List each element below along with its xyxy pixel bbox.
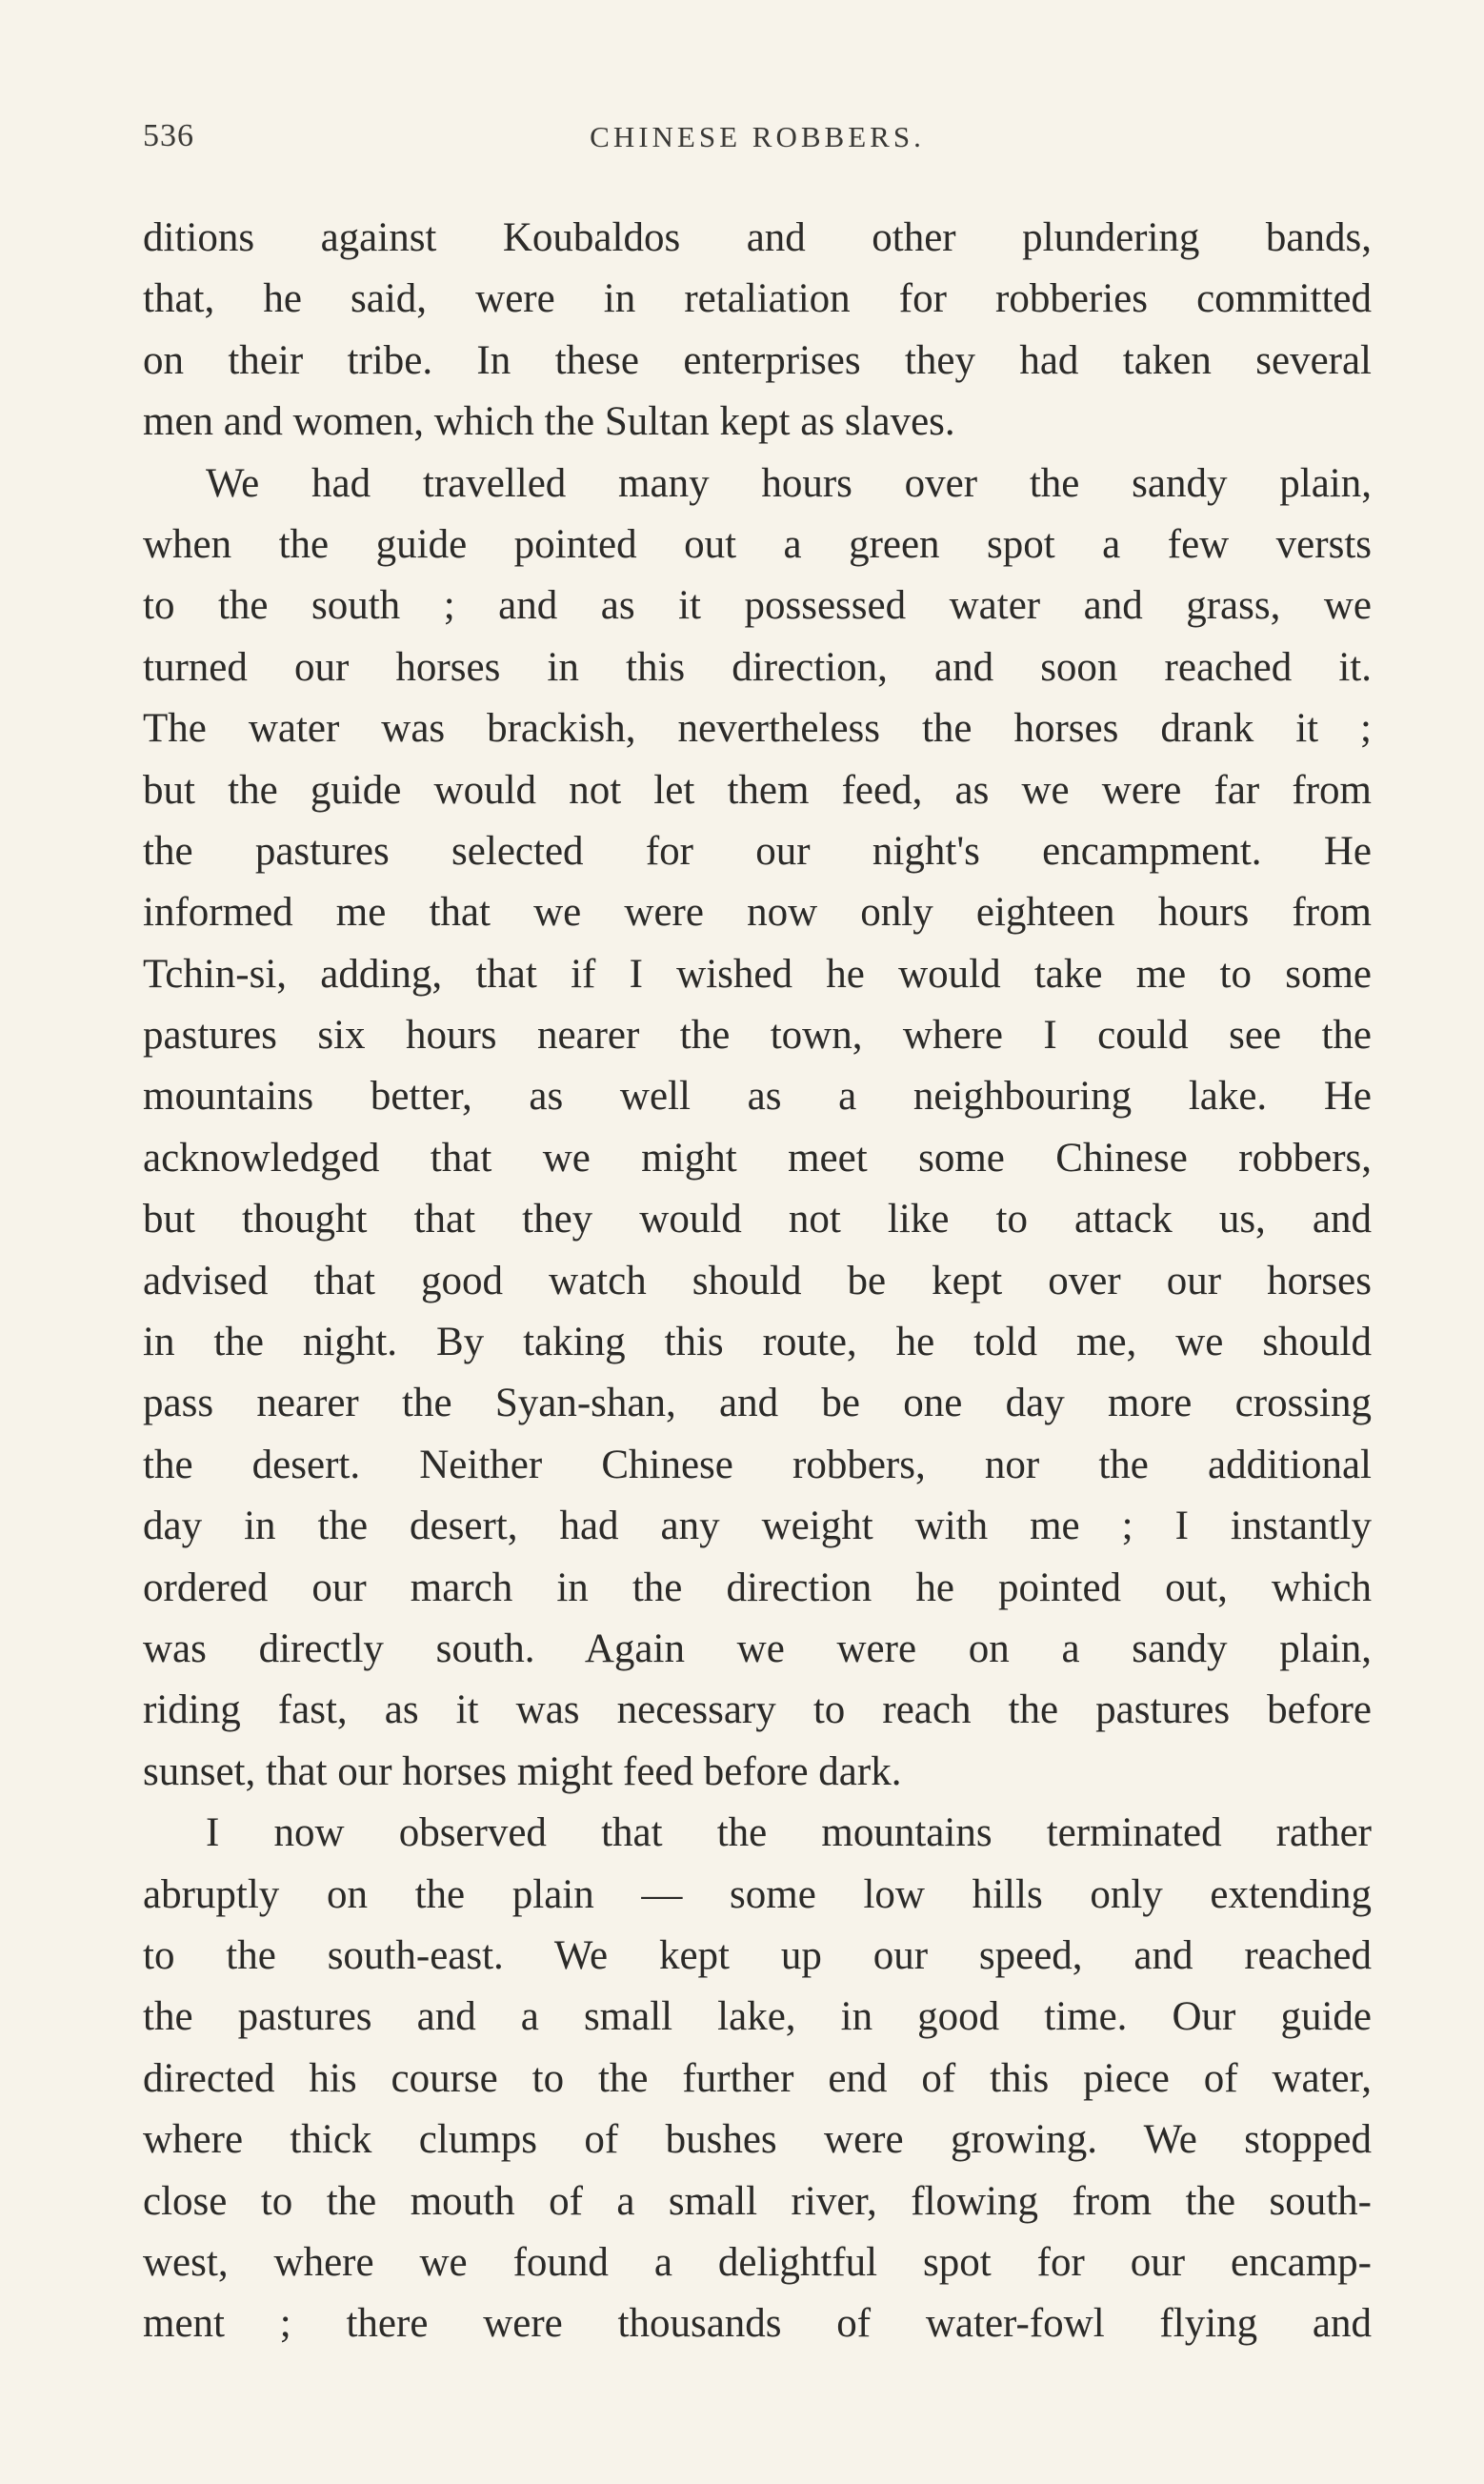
page-header (143, 118, 1372, 166)
text-line: but the guide would not let them feed, as we were far from (143, 767, 1372, 813)
text-line: Tchin-si, adding, that if I wished he would take me to some (143, 951, 1372, 997)
body-text (143, 208, 1372, 2355)
text-line: in the night. By taking this route, he told me, we should (143, 1320, 1372, 1365)
text-line: informed me that we were now only eighteen hours from (143, 890, 1372, 936)
text-line: to the south ; and as it possessed water and grass, we (143, 583, 1372, 629)
text-line: ordered our march in the direction he pointed out, which (143, 1565, 1372, 1610)
text-line: mountains better, as well as a neighbouring lake. He (143, 1074, 1372, 1120)
text-line: advised that good watch should be kept over our horses (143, 1258, 1372, 1303)
text-line: pastures six hours nearer the town, where I could see the (143, 1013, 1372, 1059)
text-line: pass nearer the Syan-shan, and be one day more crossing (143, 1381, 1372, 1426)
text-line: riding fast, as it was necessary to reach the pastures before (143, 1687, 1372, 1733)
text-line: men and women, which the Sultan kept as slaves. (143, 399, 955, 445)
text-line: was directly south. Again we were on a sandy plain, (143, 1626, 1372, 1671)
text-line: when the guide pointed out a green spot a few versts (143, 521, 1372, 567)
text-line: sunset, that our horses might feed before dark. (143, 1748, 902, 1794)
text-line: ditions against Koubaldos and other plundering bands, (143, 215, 1372, 260)
text-line: ment ; there were thousands of water-fowl flying and (143, 2301, 1372, 2347)
text-line: where thick clumps of bushes were growing. We stopped (143, 2117, 1372, 2163)
text-line: turned our horses in this direction, and soon reached it. (143, 644, 1372, 690)
text-line: day in the desert, had any weight with me ; I instantly (143, 1504, 1372, 1549)
text-line: the pastures selected for our night's encampment. He (143, 828, 1372, 874)
text-line: to the south-east. We kept up our speed, and reached (143, 1932, 1372, 1978)
text-line: directed his course to the further end of this piece of water, (143, 2055, 1372, 2101)
running-head: CHINESE ROBBERS. (590, 120, 925, 153)
text-line: west, where we found a delightful spot for our encamp- (143, 2239, 1372, 2285)
text-line: abruptly on the plain — some low hills only extending (143, 1871, 1372, 1917)
text-line: We had travelled many hours over the sandy plain, (206, 460, 1372, 506)
text-line: close to the mouth of a small river, flowing from the south- (143, 2178, 1372, 2224)
text-line: The water was brackish, nevertheless the horses drank it ; (143, 706, 1372, 752)
text-line: that, he said, were in retaliation for robberies committed (143, 276, 1372, 322)
text-line: the desert. Neither Chinese robbers, nor the additional (143, 1442, 1372, 1487)
text-line: the pastures and a small lake, in good time. Our guide (143, 1994, 1372, 2040)
text-line: but thought that they would not like to attack us, and (143, 1197, 1372, 1242)
text-line: I now observed that the mountains terminated rather (206, 1810, 1372, 1856)
page-number: 536 (143, 118, 194, 153)
text-line: acknowledged that we might meet some Chinese robbers, (143, 1135, 1372, 1181)
text-line: on their tribe. In these enterprises they had taken several (143, 337, 1372, 383)
